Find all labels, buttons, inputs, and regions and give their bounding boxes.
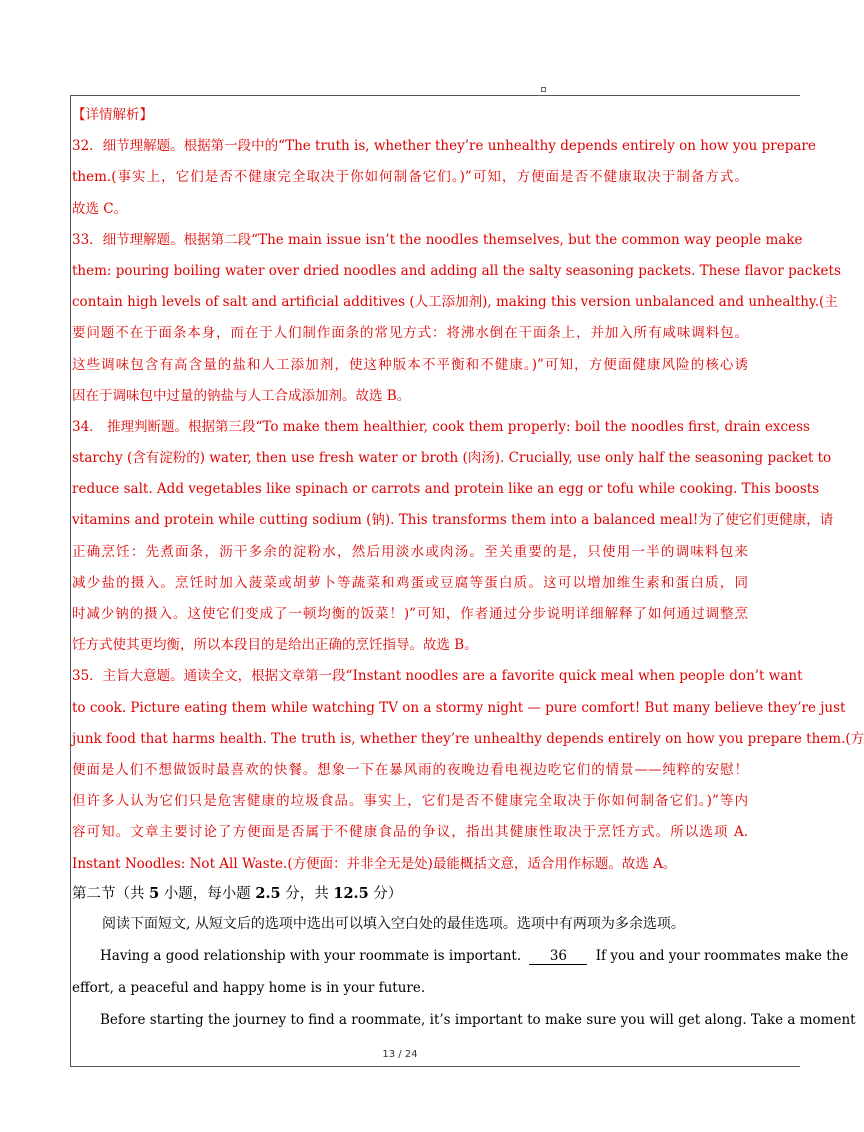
section-mid2: 分，共	[280, 885, 334, 902]
analysis-line: 减少盐的摄入。烹饪时加入菠菜或胡萝卜等蔬菜和鸡蛋或豆腐等蛋白质。这可以增加维生素和蛋白质，同	[72, 574, 748, 591]
analysis-line: 32．细节理解题。根据第一段中的“The truth is, whether they’re unhealthy depends entirely on how you prepare	[72, 138, 816, 155]
analysis-line: 这些调味包含有高含量的盐和人工添加剂，使这种版本不平衡和不健康。)”可知，方便面健康风险的核心诱	[72, 356, 748, 373]
analysis-line: starchy (含有淀粉的) water, then use fresh water or broth (肉汤). Crucially, use only half the seasoning packet to	[72, 450, 832, 467]
document-body	[72, 100, 864, 1036]
analysis-line: them.(事实上，它们是否不健康完全取决于你如何制备它们。)”可知，方便面是否不健康取决于制备方式。	[72, 169, 748, 186]
section-suffix: 分）	[368, 885, 403, 902]
passage-line: effort, a peaceful and happy home is in your future.	[72, 979, 426, 996]
analysis-line: 时减少钠的摄入。这使它们变成了一顿均衡的饭菜！)”可知，作者通过分步说明详细解释了如何通过调整烹	[72, 606, 748, 622]
analysis-line: 正确烹饪：先煮面条，沥干多余的淀粉水，然后用淡水或肉汤。至关重要的是，只使用一半的调味料包来	[72, 543, 748, 560]
analysis-line: 要问题不在于面条本身，而在于人们制作面条的常见方式：将沸水倒在干面条上，并加入所有咸味调料包。	[72, 325, 748, 342]
corner-marker-icon	[541, 87, 546, 92]
analysis-line: vitamins and protein while cutting sodium (钠). This transforms them into a balanced meal!为了使它们更健康，请	[72, 512, 834, 529]
analysis-line: 容可知。文章主要讨论了方便面是否属于不健康食品的争议，指出其健康性取决于烹饪方式。所以选项 A.	[72, 824, 748, 841]
analysis-line: Instant Noodles: Not All Waste.(方便面：并非全无是处)最能概括文意，适合用作标题。故选 A。	[72, 855, 677, 872]
analysis-line: reduce salt. Add vegetables like spinach or carrots and protein like an egg or tofu while cooking. This boosts	[72, 481, 820, 498]
analysis-line: them: pouring boiling water over dried noodles and adding all the salty seasoning packets. These flavor packets	[72, 262, 841, 279]
analysis-title: 【详情解析】	[72, 107, 153, 123]
analysis-line: 因在于调味包中过量的钠盐与人工合成添加剂。故选 B。	[72, 387, 411, 404]
section-instruction: 阅读下面短文, 从短文后的选项中选出可以填入空白处的最佳选项。选项中有两项为多余选项。	[102, 915, 685, 932]
points-total: 12.5	[333, 884, 369, 902]
analysis-line: 故选 C。	[72, 200, 128, 217]
passage-text: Having a good relationship with your roommate is important.	[100, 947, 522, 964]
analysis-line: 35．主旨大意题。通读全文，根据文章第一段“Instant noodles are a favorite quick meal when people don’t want	[72, 668, 803, 685]
passage-line	[72, 940, 849, 972]
passage-text: If you and your roommates make the	[595, 947, 849, 964]
section-prefix: 第二节（共	[72, 885, 150, 902]
page-number: 13 / 24	[382, 1049, 418, 1060]
section-mid1: 小题，每小题	[159, 885, 256, 902]
analysis-line: 33．细节理解题。根据第二段“The main issue isn’t the noodles themselves, but the common way people make	[72, 231, 803, 248]
analysis-line: 便面是人们不想做饭时最喜欢的快餐。想象一下在暴风雨的夜晚边看电视边吃它们的情景——纯粹的安慰！	[72, 761, 748, 778]
analysis-line: junk food that harms health. The truth is, whether they’re unhealthy depends entirely on how you prepare them.(方	[72, 730, 864, 747]
section-heading	[72, 880, 748, 908]
analysis-lines	[72, 131, 864, 880]
question-count: 5	[149, 884, 160, 902]
analysis-line: to cook. Picture eating them while watching TV on a stormy night — pure comfort! But many believe they’re just	[72, 699, 846, 716]
analysis-line: contain high levels of salt and artificial additives (人工添加剂), making this version unbalanced and unhealthy.(主	[72, 294, 838, 311]
passage-line: Before starting the journey to find a roommate, it’s important to make sure you will get along. Take a moment	[100, 1011, 856, 1028]
analysis-line: 但许多人认为它们只是危害健康的垃圾食品。事实上，它们是否不健康完全取决于你如何制备它们。)”等内	[72, 793, 748, 810]
analysis-line: 34． 推理判断题。根据第三段“To make them healthier, cook them properly: boil the noodles first, drain excess	[72, 418, 810, 435]
analysis-line: 饪方式使其更均衡，所以本段目的是给出正确的烹饪指导。故选 B。	[72, 637, 478, 654]
blank-36[interactable]: 36	[529, 948, 587, 965]
points-each: 2.5	[255, 884, 281, 902]
